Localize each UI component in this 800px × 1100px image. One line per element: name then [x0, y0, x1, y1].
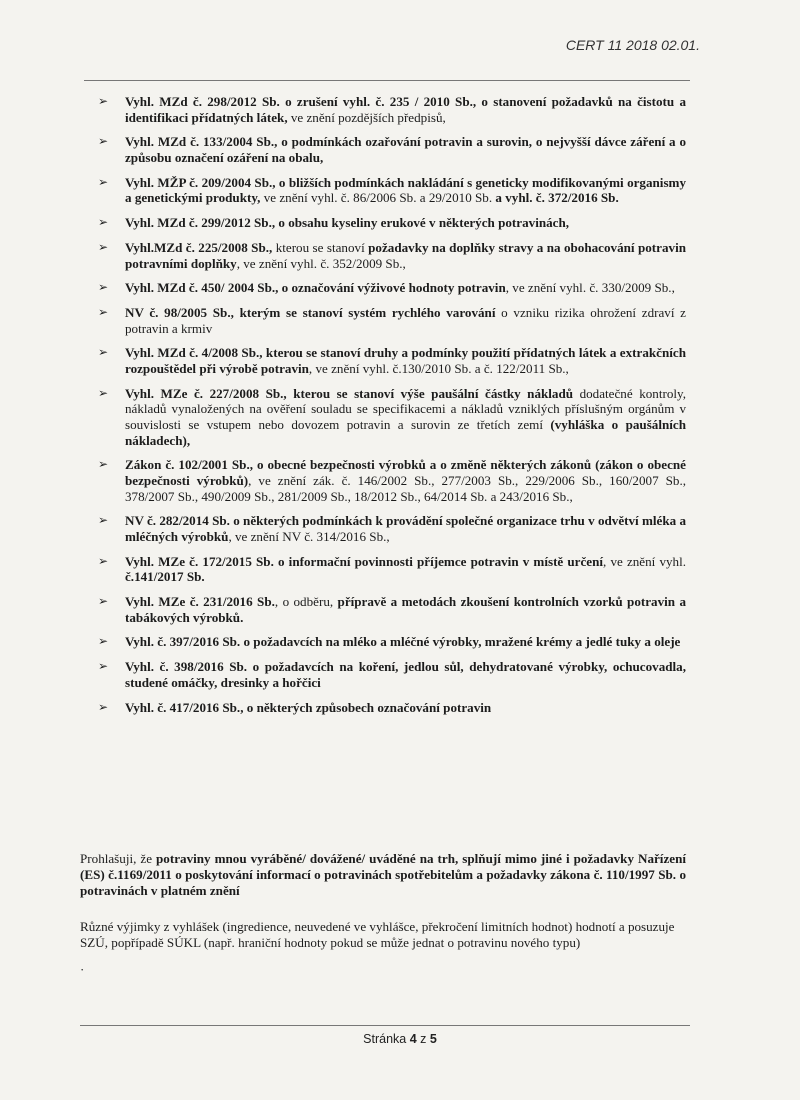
regulation-text: , o odběru,	[274, 594, 338, 610]
regulation-text: Vyhl. MZe č. 231/2016 Sb.	[125, 594, 275, 610]
regulation-item	[98, 215, 686, 231]
regulation-text: ve znění pozdějších předpisů,	[287, 109, 446, 125]
regulation-text: Vyhl. MŽP č. 209/2004 Sb., o bližších podmínkách nakládání s geneticky modifikovanými organismy a genetickými produkty,	[125, 174, 686, 206]
stray-dot: ·	[80, 962, 85, 977]
arrow-bullet-icon: ➢	[98, 385, 109, 400]
regulation-text: , ve znění NV č. 314/2016 Sb.,	[228, 528, 390, 544]
regulation-text: a vyhl. č. 372/2016 Sb.	[495, 190, 619, 206]
arrow-bullet-icon: ➢	[98, 594, 109, 609]
footer-label: Stránka	[363, 1032, 407, 1046]
regulation-text: přípravě a metodách zkoušení kontrolních vzorků potravin a tabákových výrobků.	[125, 594, 686, 625]
footer-page-total: 5	[429, 1032, 437, 1046]
regulation-text: Vyhl. MZe č. 227/2008 Sb., kterou se stanoví výše paušální částky nákladů	[125, 385, 574, 401]
arrow-bullet-icon: ➢	[98, 659, 109, 674]
regulation-text: , ve znění vyhl.	[603, 553, 686, 569]
regulation-text: Vyhl. MZd č. 298/2012 Sb. o zrušení vyhl. č. 235 / 2010 Sb., o stanovení požadavků na čistotu a identifikaci přídatných látek,	[125, 94, 686, 125]
regulation-item	[98, 386, 686, 448]
document-reference: CERT 11 2018 02.01.	[565, 37, 700, 53]
regulation-text: Vyhl. MZd č. 450/ 2004 Sb., o označování výživové hodnoty potravin	[125, 280, 506, 296]
regulation-text: (vyhláška o paušálních nákladech),	[125, 417, 686, 448]
declaration-text: Prohlašuji, že	[80, 851, 157, 867]
arrow-bullet-icon: ➢	[98, 174, 109, 189]
regulation-text: Vyhl. č. 417/2016 Sb., o některých způsobech označování potravin	[125, 699, 492, 715]
regulation-item	[98, 94, 686, 125]
footer-page-number: 4	[409, 1032, 417, 1046]
declaration-text: potraviny mnou vyráběné/ dovážené/ uváděné na trh, splňují mimo jiné i požadavky Nařízení (ES) č.1169/2011 o poskytování informací o potravinách spotřebitelům a požadavky zákona č. 110/1997 Sb. o potravinách v platném znění	[80, 851, 686, 899]
page-footer	[0, 1032, 800, 1046]
arrow-bullet-icon: ➢	[98, 94, 109, 108]
regulation-item	[98, 513, 686, 544]
regulation-item	[98, 240, 686, 271]
regulation-text: , ve znění vyhl. č. 352/2009 Sb.,	[236, 255, 406, 271]
declaration-paragraph	[80, 851, 686, 899]
regulation-text: Vyhl. MZd č. 4/2008 Sb., kterou se stanoví druhy a podmínky použití přídatných látek a extrakčních rozpouštědel při výrobě potravin	[125, 345, 686, 377]
regulation-text: Vyhl. č. 398/2016 Sb. o požadavcích na koření, jedlou sůl, dehydratované výrobky, ochucovadla, studené omáčky, dresinky a hořčici	[125, 659, 686, 690]
regulation-text: , ve znění vyhl. č. 330/2009 Sb.,	[505, 280, 675, 296]
arrow-bullet-icon: ➢	[98, 345, 109, 360]
regulation-text: , ve znění vyhl. č.130/2010 Sb. a č. 122/2011 Sb.,	[308, 361, 569, 377]
arrow-bullet-icon: ➢	[98, 634, 109, 649]
regulation-text: dodatečné kontroly, nákladů vynaložených na ověření souladu se specifikacemi a nákladů vzniklých příslušným orgánům v souvislosti se vstupem nebo dovozem potravin a surovin ze třetích zemí	[125, 385, 686, 432]
regulation-text: požadavky na doplňky stravy a na obohacování potravin potravními doplňky	[125, 239, 686, 271]
regulation-item	[98, 457, 686, 504]
arrow-bullet-icon: ➢	[98, 280, 109, 295]
regulation-item	[98, 345, 686, 376]
regulation-text: ve znění vyhl. č. 86/2006 Sb. a 29/2010 Sb.	[260, 190, 496, 206]
exceptions-note: Různé výjimky z vyhlášek (ingredience, neuvedené ve vyhlášce, překročení limitních hodnot) hodnotí a posuzuje SZÚ, popřípadě SÚKL (např. hraniční hodnoty pokud se může jednat o potravinu nového typu)	[80, 919, 675, 951]
footer-separator: z	[420, 1032, 427, 1046]
arrow-bullet-icon: ➢	[98, 305, 109, 320]
arrow-bullet-icon: ➢	[98, 239, 109, 254]
regulation-text: Vyhl. MZd č. 299/2012 Sb., o obsahu kyseliny erukové v některých potravinách,	[125, 215, 570, 231]
arrow-bullet-icon: ➢	[98, 134, 109, 149]
arrow-bullet-icon: ➢	[98, 699, 109, 714]
header-divider	[84, 80, 690, 81]
regulation-item	[98, 659, 686, 690]
regulation-item	[98, 305, 686, 336]
regulation-item	[98, 175, 686, 206]
regulation-item	[98, 594, 686, 625]
arrow-bullet-icon: ➢	[98, 513, 109, 528]
regulation-text: , ve znění zák. č. 146/2002 Sb., 277/2003 Sb., 229/2006 Sb., 160/2007 Sb., 378/2007 Sb., 490/2009 Sb., 281/2009 Sb., 18/2012 Sb., 64/2014 Sb. a 243/2016 Sb.,	[125, 472, 686, 504]
regulation-text: Vyhl. č. 397/2016 Sb. o požadavcích na mléko a mléčné výrobky, mražené krémy a jedlé tuky a oleje	[125, 634, 681, 650]
regulation-item	[98, 280, 686, 296]
regulation-text: NV č. 98/2005 Sb., kterým se stanoví systém rychlého varování	[125, 305, 496, 321]
regulation-text: Vyhl. MZe č. 172/2015 Sb. o informační povinnosti příjemce potravin v místě určení	[125, 553, 604, 569]
regulation-text: Zákon č. 102/2001 Sb., o obecné bezpečnosti výrobků a o změně některých zákonů (zákon o obecné bezpečnosti výrobků)	[125, 457, 686, 488]
regulation-item	[98, 634, 686, 650]
regulation-text: Vyhl.MZd č. 225/2008 Sb.,	[125, 239, 273, 255]
arrow-bullet-icon: ➢	[98, 457, 109, 472]
footer-divider	[80, 1025, 690, 1026]
regulation-text: kterou se stanoví	[272, 239, 369, 255]
regulation-list	[98, 94, 686, 724]
regulation-text: Vyhl. MZd č. 133/2004 Sb., o podmínkách ozařování potravin a surovin, o nejvyšší dávce záření a o způsobu označení ozáření na obalu,	[125, 134, 686, 165]
regulation-text: č.141/2017 Sb.	[125, 569, 205, 585]
arrow-bullet-icon: ➢	[98, 553, 109, 568]
regulation-item	[98, 134, 686, 165]
regulation-text: o vzniku rizika ohrožení zdraví z potravin a krmiv	[125, 305, 686, 336]
regulation-item	[98, 554, 686, 585]
regulation-text: NV č. 282/2014 Sb. o některých podmínkách k provádění společné organizace trhu v odvětví mléka a mléčných výrobků	[125, 513, 686, 544]
regulation-item	[98, 700, 686, 716]
arrow-bullet-icon: ➢	[98, 215, 109, 230]
